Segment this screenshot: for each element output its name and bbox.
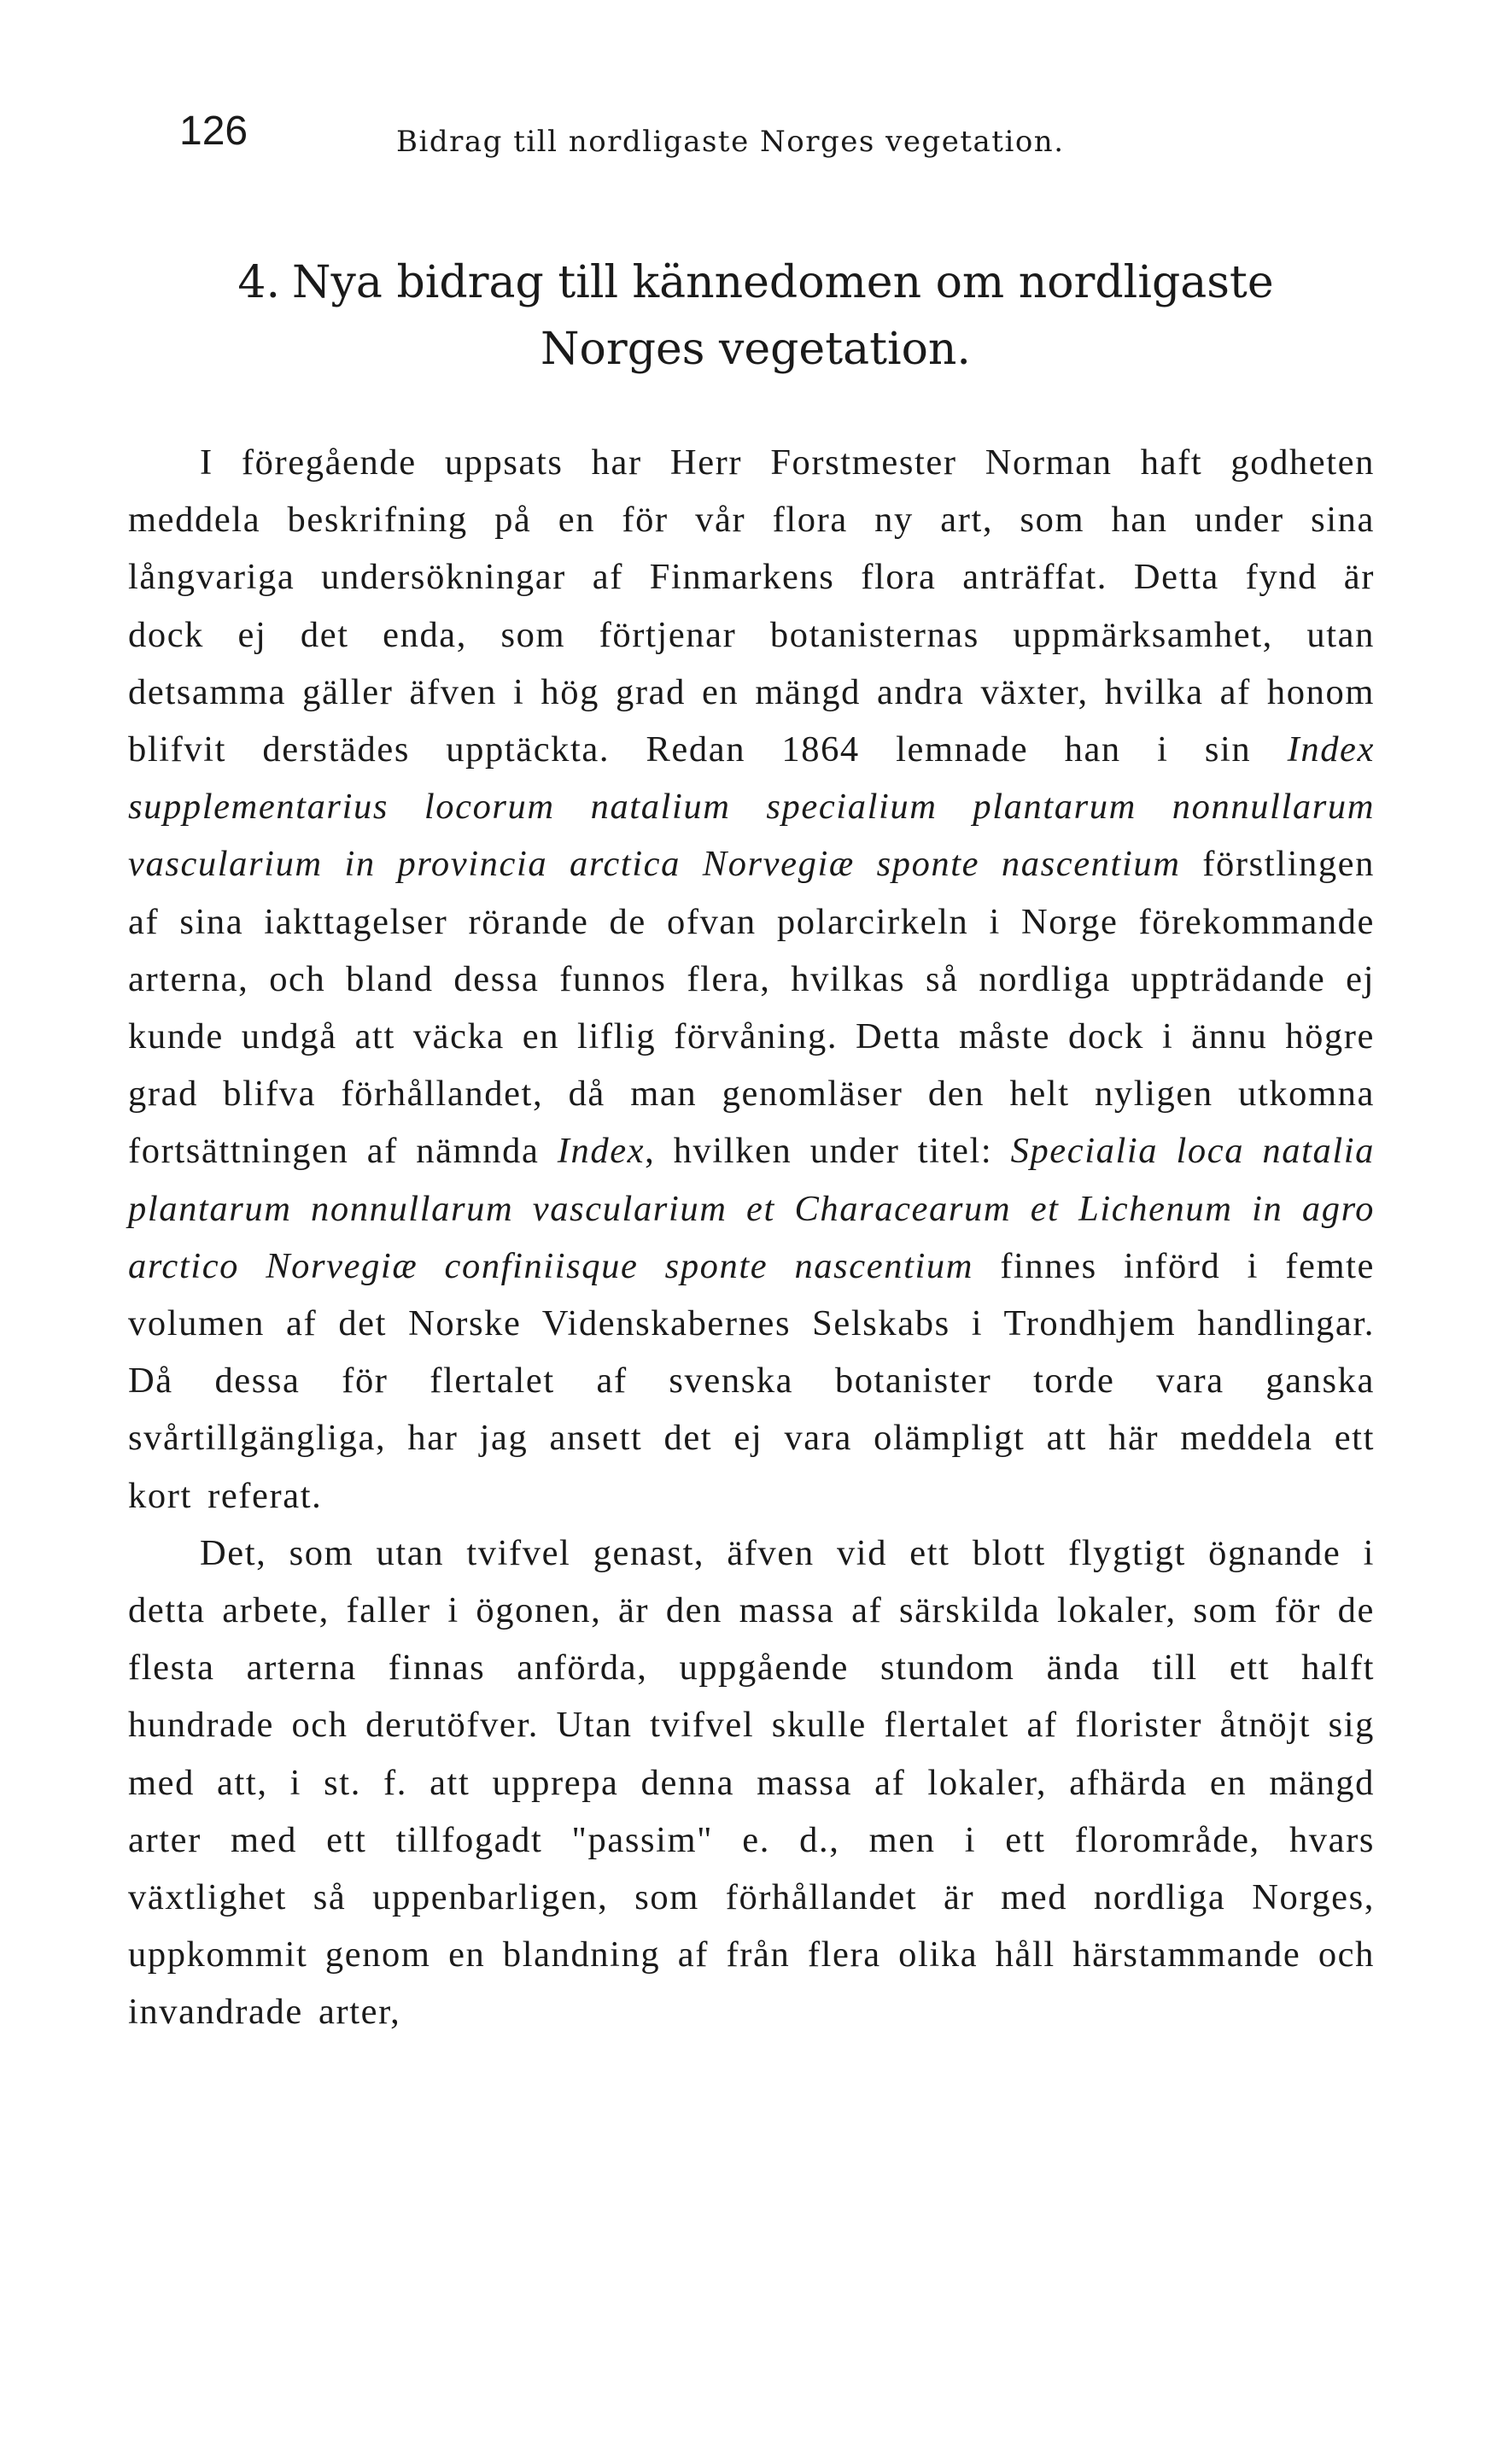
section-number: 4. — [237, 257, 281, 308]
index-title-1864: Index supplementarius locorum natalium specialium plantarum nonnullarum vascularium in provincia arctica Norvegiæ sponte nascentium — [128, 729, 1375, 885]
heading-title-part-1: Nya bidrag till kännedomen om nordligaste — [292, 257, 1274, 308]
paragraph-1-segment-1: I föregående uppsats har Herr Forstmester Norman haft godheten meddela beskrifning på en för vår flora ny art, som han under sina långvariga undersökningar af Finmarkens flora anträffat. Detta fynd är dock ej det enda, som förtjenar botanisternas uppmärksamhet, utan detsamma gäller äfven i hög grad en mängd andra växter, hvilka af honom blifvit derstädes upptäckta. Redan 1864 lemnade han i sin — [128, 442, 1375, 770]
paragraph-1-segment-3: , hvilken under titel: — [645, 1131, 1011, 1172]
body-text — [128, 434, 1375, 2041]
index-word: Index — [557, 1131, 646, 1172]
paragraph-1 — [128, 434, 1375, 1525]
running-head — [179, 106, 1375, 174]
continuation-title: Specialia loca natalia plantarum nonnullarum vascularium et Characearum et Lichenum in agro arctico Norvegiæ confiniisque sponte nascentium — [128, 1131, 1375, 1286]
paragraph-1-segment-4: finnes införd i femte volumen af det Norske Videnskabernes Selskabs i Trondhjem handlingar. Då dessa för flertalet af svenska botanister torde vara ganska svårtillgängliga, har jag ansett det ej vara olämpligt att här meddela ett kort referat. — [128, 1245, 1376, 1516]
page-number: 126 — [179, 108, 248, 154]
heading-line-1 — [128, 249, 1383, 316]
paragraph-1-segment-2: förstlingen af sina iakttagelser rörande de ofvan polarcirkeln i Norge förekommande arterna, och bland dessa funnos flera, hvilkas så nordliga uppträdande ej kunde undgå att väcka en liflig förvåning. Detta måste dock i ännu högre grad blifva förhållandet, då man genomläser den helt nyligen utkomna fortsättningen af nämnda — [128, 844, 1375, 1172]
paragraph-2: Det, som utan tvifvel genast, äfven vid ett blott flygtigt ögnande i detta arbete, faller i ögonen, är den massa af särskilda lokaler, som för de flesta arterna finnas anförda, uppgående stundom ända till ett halft hundrade och derutöfver. Utan tvifvel skulle flertalet af florister åtnöjt sig med att, i st. f. att upprepa denna massa af lokaler, afhärda en mängd arter med ett tillfogadt "passim" e. d., men i ett florområde, hvars växtlighet så uppenbarligen, som förhållandet är med nordliga Norges, uppkommit genom en blandning af från flera olika håll härstammande och invandrade arter, — [128, 1532, 1375, 2033]
running-title: Bidrag till nordligaste Norges vegetation. — [396, 125, 1065, 159]
section-heading — [128, 249, 1383, 383]
heading-title-part-2: Norges vegetation. — [541, 324, 971, 375]
